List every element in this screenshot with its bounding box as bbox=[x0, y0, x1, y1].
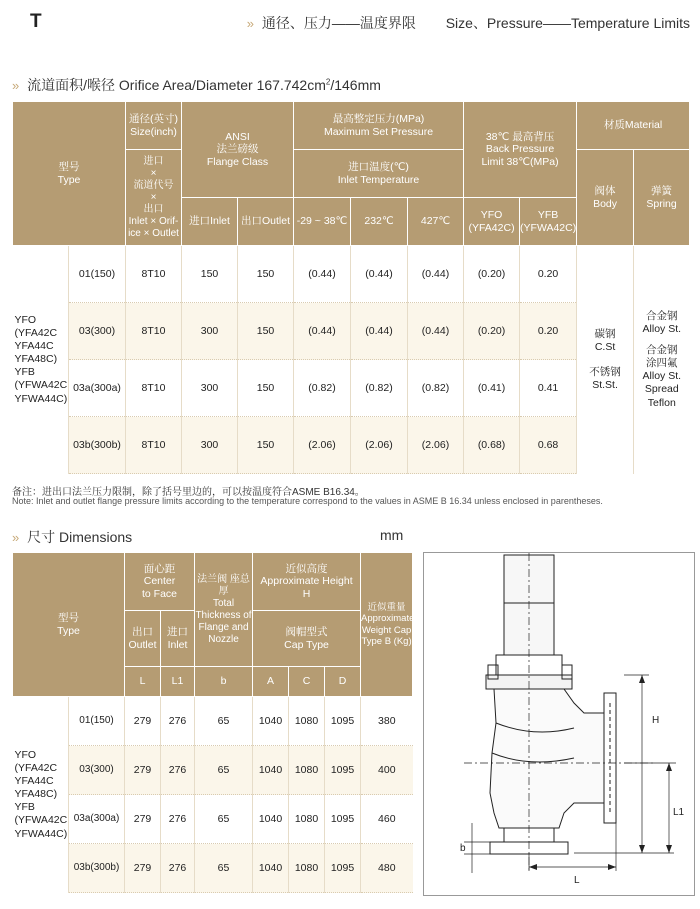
row-code: 03a(300a) bbox=[69, 360, 126, 417]
height-header: 近似高度 Approximate Height H bbox=[253, 553, 361, 611]
row-size: 8T10 bbox=[126, 360, 182, 417]
row-L1: 276 bbox=[161, 795, 195, 844]
section-title-dimensions bbox=[12, 527, 132, 547]
size-sub-header: 进口 × 流道代号 × 出口 Inlet × Orif- ice × Outlet bbox=[126, 150, 182, 246]
header-title-en: Size、Pressure——Temperature Limits bbox=[445, 15, 690, 31]
row-t2: (0.44) bbox=[351, 246, 408, 303]
row-code: 03b(300b) bbox=[69, 417, 126, 474]
row-D: 1095 bbox=[325, 795, 361, 844]
row-weight: 480 bbox=[361, 844, 413, 893]
row-code: 03b(300b) bbox=[69, 844, 125, 893]
row-C: 1080 bbox=[289, 746, 325, 795]
row-weight: 460 bbox=[361, 795, 413, 844]
row-inlet: 300 bbox=[182, 360, 238, 417]
row-L: 279 bbox=[125, 697, 161, 746]
inlet-class-header: 进口Inlet bbox=[182, 198, 238, 246]
row-L1: 276 bbox=[161, 746, 195, 795]
row-yfb: 0.20 bbox=[520, 246, 577, 303]
col-D: D bbox=[325, 667, 361, 697]
body-material: 碳钢 C.St 不锈钢 St.St. bbox=[577, 246, 634, 474]
page-letter: T bbox=[30, 11, 42, 32]
spring-material: 合金钢 Alloy St. 合金钢 涂四氟 Alloy St. Spread Teflon bbox=[634, 246, 690, 474]
row-code: 01(150) bbox=[69, 697, 125, 746]
header-title-cn: 通径、压力——温度界限 bbox=[261, 15, 416, 31]
row-code: 01(150) bbox=[69, 246, 126, 303]
valve-drawing-svg bbox=[424, 553, 694, 895]
table-row bbox=[13, 697, 413, 746]
max-set-pressure-header: 最高整定压力(MPa) Maximum Set Pressure bbox=[294, 102, 464, 150]
row-weight: 380 bbox=[361, 697, 413, 746]
thickness-header: 法兰阀 座总厚 Total Thickness of Flange and Nozzle bbox=[195, 553, 253, 667]
dimensions-unit: mm bbox=[380, 527, 404, 543]
yfo-header: YFO (YFA42C) bbox=[464, 198, 520, 246]
row-code: 03a(300a) bbox=[69, 795, 125, 844]
row-t1: (0.44) bbox=[294, 303, 351, 360]
col-L1: L1 bbox=[161, 667, 195, 697]
orifice-title-text: 流道面积/喉径 Orifice Area/Diameter 167.742cm bbox=[27, 77, 326, 93]
row-t3: (0.44) bbox=[408, 303, 464, 360]
label-L: L bbox=[574, 875, 580, 886]
row-t2: (0.44) bbox=[351, 303, 408, 360]
row-A: 1040 bbox=[253, 746, 289, 795]
row-yfb: 0.20 bbox=[520, 303, 577, 360]
row-t3: (2.06) bbox=[408, 417, 464, 474]
chevron-right-icon: » bbox=[12, 78, 20, 93]
row-C: 1080 bbox=[289, 844, 325, 893]
dim-type-label: YFO (YFA42C YFA44C YFA48C) YFB (YFWA42C YFWA44C) bbox=[13, 697, 69, 893]
orifice-title-tail: /146mm bbox=[330, 77, 381, 93]
row-L: 279 bbox=[125, 795, 161, 844]
row-t1: (0.44) bbox=[294, 246, 351, 303]
row-b: 65 bbox=[195, 795, 253, 844]
row-yfo: (0.20) bbox=[464, 246, 520, 303]
label-L1: L1 bbox=[673, 807, 685, 818]
row-inlet: 150 bbox=[182, 246, 238, 303]
row-b: 65 bbox=[195, 844, 253, 893]
row-A: 1040 bbox=[253, 844, 289, 893]
temp-232-header: 232℃ bbox=[351, 198, 408, 246]
cap-type-header: 阀帽型式 Cap Type bbox=[253, 611, 361, 667]
inlet-temperature-header: 进口温度(℃) Inlet Temperature bbox=[294, 150, 464, 198]
inlet-header: 进口 Inlet bbox=[161, 611, 195, 667]
spring-header: 弹簧 Spring bbox=[634, 150, 690, 246]
page-header-title bbox=[247, 13, 690, 33]
row-A: 1040 bbox=[253, 795, 289, 844]
row-D: 1095 bbox=[325, 697, 361, 746]
row-size: 8T10 bbox=[126, 246, 182, 303]
row-t1: (0.82) bbox=[294, 360, 351, 417]
table-row bbox=[13, 746, 413, 795]
temp-427-header: 427℃ bbox=[408, 198, 464, 246]
back-pressure-header: 38℃ 最高背压 Back Pressure Limit 38℃(MPa) bbox=[464, 102, 577, 198]
note-chinese: 备注：进出口法兰压力限制，除了括号里边的，可以按温度符合ASME B16.34。 bbox=[12, 487, 365, 498]
row-L: 279 bbox=[125, 844, 161, 893]
row-L1: 276 bbox=[161, 697, 195, 746]
body-header: 阀体 Body bbox=[577, 150, 634, 246]
outlet-header: 出口 Outlet bbox=[125, 611, 161, 667]
row-b: 65 bbox=[195, 746, 253, 795]
pressure-temperature-table bbox=[12, 101, 690, 474]
label-b: b bbox=[460, 843, 466, 854]
type-label: YFO (YFA42C YFA44C YFA48C) YFB (YFWA42C YFWA44C) bbox=[13, 246, 69, 474]
col-L: L bbox=[125, 667, 161, 697]
col-C: C bbox=[289, 667, 325, 697]
label-H: H bbox=[652, 715, 660, 726]
dim-type-header: 型号 Type bbox=[13, 553, 125, 697]
row-inlet: 300 bbox=[182, 417, 238, 474]
row-t2: (0.82) bbox=[351, 360, 408, 417]
row-t2: (2.06) bbox=[351, 417, 408, 474]
orifice-title-sup: 2 bbox=[325, 77, 331, 87]
dimensions-table bbox=[12, 552, 413, 893]
row-D: 1095 bbox=[325, 746, 361, 795]
material-header: 材质Material bbox=[577, 102, 690, 150]
table-row bbox=[13, 844, 413, 893]
note-english: Note: Inlet and outlet flange pressure limits according to the temperature correspond to the values in ASME B 16.34 unless enclosed in parentheses. bbox=[12, 496, 603, 506]
row-yfo: (0.20) bbox=[464, 303, 520, 360]
row-code: 03(300) bbox=[69, 746, 125, 795]
weight-header: 近似重量 Approximate Weight Cap Type B (Kg) bbox=[361, 553, 413, 697]
row-size: 8T10 bbox=[126, 417, 182, 474]
row-outlet: 150 bbox=[238, 303, 294, 360]
type-header: 型号 Type bbox=[13, 102, 126, 246]
yfb-header: YFB (YFWA42C) bbox=[520, 198, 577, 246]
row-yfo: (0.41) bbox=[464, 360, 520, 417]
row-yfb: 0.41 bbox=[520, 360, 577, 417]
chevron-right-icon: » bbox=[246, 16, 255, 31]
section-title-orifice bbox=[12, 75, 381, 95]
outlet-class-header: 出口Outlet bbox=[238, 198, 294, 246]
row-t3: (0.44) bbox=[408, 246, 464, 303]
chevron-right-icon: » bbox=[12, 530, 20, 545]
col-A: A bbox=[253, 667, 289, 697]
row-t1: (2.06) bbox=[294, 417, 351, 474]
row-A: 1040 bbox=[253, 697, 289, 746]
col-b: b bbox=[195, 667, 253, 697]
row-D: 1095 bbox=[325, 844, 361, 893]
row-b: 65 bbox=[195, 697, 253, 746]
row-L: 279 bbox=[125, 746, 161, 795]
row-code: 03(300) bbox=[69, 303, 126, 360]
row-yfo: (0.68) bbox=[464, 417, 520, 474]
row-weight: 400 bbox=[361, 746, 413, 795]
row-L1: 276 bbox=[161, 844, 195, 893]
row-yfb: 0.68 bbox=[520, 417, 577, 474]
row-outlet: 150 bbox=[238, 360, 294, 417]
flange-class-header: ANSI 法兰磅级 Flange Class bbox=[182, 102, 294, 198]
size-header: 通径(英寸) Size(inch) bbox=[126, 102, 182, 150]
valve-drawing bbox=[423, 552, 695, 896]
row-size: 8T10 bbox=[126, 303, 182, 360]
temp-38-header: -29 ~ 38℃ bbox=[294, 198, 351, 246]
row-t3: (0.82) bbox=[408, 360, 464, 417]
row-C: 1080 bbox=[289, 795, 325, 844]
row-inlet: 300 bbox=[182, 303, 238, 360]
table-row bbox=[13, 246, 690, 303]
center-to-face-header: 面心距 Center to Face bbox=[125, 553, 195, 611]
row-outlet: 150 bbox=[238, 417, 294, 474]
dimensions-title-text: 尺寸 Dimensions bbox=[27, 529, 133, 545]
row-outlet: 150 bbox=[238, 246, 294, 303]
row-C: 1080 bbox=[289, 697, 325, 746]
table-row bbox=[13, 795, 413, 844]
